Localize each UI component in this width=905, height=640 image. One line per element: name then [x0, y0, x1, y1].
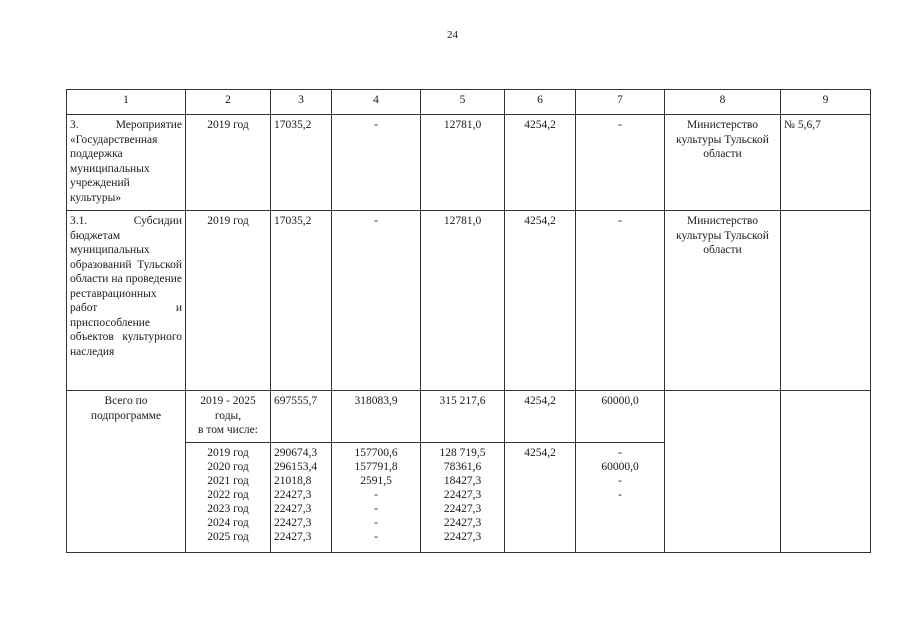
year-value: 22427,3	[443, 531, 482, 543]
year-federal-funding	[332, 443, 421, 553]
year-value: 22427,3	[443, 489, 482, 501]
regional-funding-cell: 12781,0	[421, 211, 505, 391]
total-period-line: 2019 - 2025 годы,	[200, 395, 256, 422]
budget-table	[66, 89, 871, 553]
table-row	[67, 115, 871, 211]
executor-cell	[665, 391, 781, 553]
year-label: 2019 год	[207, 447, 249, 459]
measure-name: 3.1. Субсидии бюджетам муниципальных образований Тульской области на проведение реставрационных работ и приспособление объектов культурного наследия	[67, 211, 186, 391]
total-period-line: в том числе:	[198, 424, 258, 436]
local-funding-cell: 4254,2	[505, 211, 576, 391]
year-label: 2025 год	[207, 531, 249, 543]
header-cell: 4	[332, 90, 421, 115]
year-value: 60000,0	[601, 461, 639, 473]
year-label: 2024 год	[207, 517, 249, 529]
period-cell: 2019 год	[186, 115, 271, 211]
local-funding-cell: 4254,2	[505, 115, 576, 211]
year-value: 18427,3	[443, 475, 482, 487]
year-value: 22427,3	[274, 503, 312, 515]
year-list	[186, 443, 271, 553]
period-cell: 2019 год	[186, 211, 271, 391]
year-label: 2020 год	[207, 461, 249, 473]
header-row	[67, 90, 871, 115]
header-cell: 8	[665, 90, 781, 115]
indicator-cell	[781, 211, 871, 391]
measure-name: 3. Мероприятие «Государственная поддержка муниципальных учреждений культуры»	[67, 115, 186, 211]
total-period	[186, 391, 271, 443]
total-funding-cell: 697555,7	[271, 391, 332, 443]
header-cell: 7	[576, 90, 665, 115]
indicator-cell: № 5,6,7	[781, 115, 871, 211]
year-value: 2591,5	[360, 475, 392, 487]
year-value: -	[374, 517, 378, 529]
regional-funding-cell: 12781,0	[421, 115, 505, 211]
year-value: 78361,6	[443, 461, 482, 473]
year-value: -	[618, 489, 622, 501]
executor-cell: Министерство культуры Тульской области	[665, 115, 781, 211]
header-cell: 5	[421, 90, 505, 115]
federal-funding-cell: -	[332, 115, 421, 211]
regional-funding-cell: 315 217,6	[421, 391, 505, 443]
year-value: 22427,3	[274, 489, 312, 501]
year-value: 22427,3	[443, 517, 482, 529]
year-value: 157791,8	[354, 461, 398, 473]
year-label: 2022 год	[207, 489, 249, 501]
year-value: 22427,3	[274, 531, 312, 543]
header-cell: 6	[505, 90, 576, 115]
year-total-funding	[271, 443, 332, 553]
year-label: 2023 год	[207, 503, 249, 515]
federal-funding-cell: -	[332, 211, 421, 391]
total-funding-cell: 17035,2	[271, 115, 332, 211]
header-cell: 2	[186, 90, 271, 115]
page-number: 24	[447, 29, 458, 41]
year-value: -	[374, 489, 378, 501]
year-label: 2021 год	[207, 475, 249, 487]
total-row	[67, 391, 871, 443]
year-value: -	[374, 503, 378, 515]
year-regional-funding	[421, 443, 505, 553]
year-value: 128 719,5	[439, 447, 486, 459]
executor-cell: Министерство культуры Тульской области	[665, 211, 781, 391]
extra-funding-cell: 60000,0	[576, 391, 665, 443]
year-value: 296153,4	[274, 461, 318, 473]
table-row	[67, 211, 871, 391]
year-value: 22427,3	[443, 503, 482, 515]
total-label: Всего по подпрограмме	[67, 391, 186, 553]
year-value: -	[618, 475, 622, 487]
federal-funding-cell: 318083,9	[332, 391, 421, 443]
year-value: -	[618, 447, 622, 459]
local-funding-cell: 4254,2	[505, 391, 576, 443]
year-extra-funding	[576, 443, 665, 553]
year-value: 157700,6	[354, 447, 398, 459]
year-local-funding	[505, 443, 576, 553]
year-value: 21018,8	[274, 475, 312, 487]
header-cell: 9	[781, 90, 871, 115]
extra-funding-cell: -	[576, 115, 665, 211]
year-value: -	[374, 531, 378, 543]
indicator-cell	[781, 391, 871, 553]
total-funding-cell: 17035,2	[271, 211, 332, 391]
year-value: 290674,3	[274, 447, 318, 459]
header-cell: 1	[67, 90, 186, 115]
year-value: 22427,3	[274, 517, 312, 529]
header-cell: 3	[271, 90, 332, 115]
year-value: 4254,2	[524, 447, 556, 459]
extra-funding-cell: -	[576, 211, 665, 391]
